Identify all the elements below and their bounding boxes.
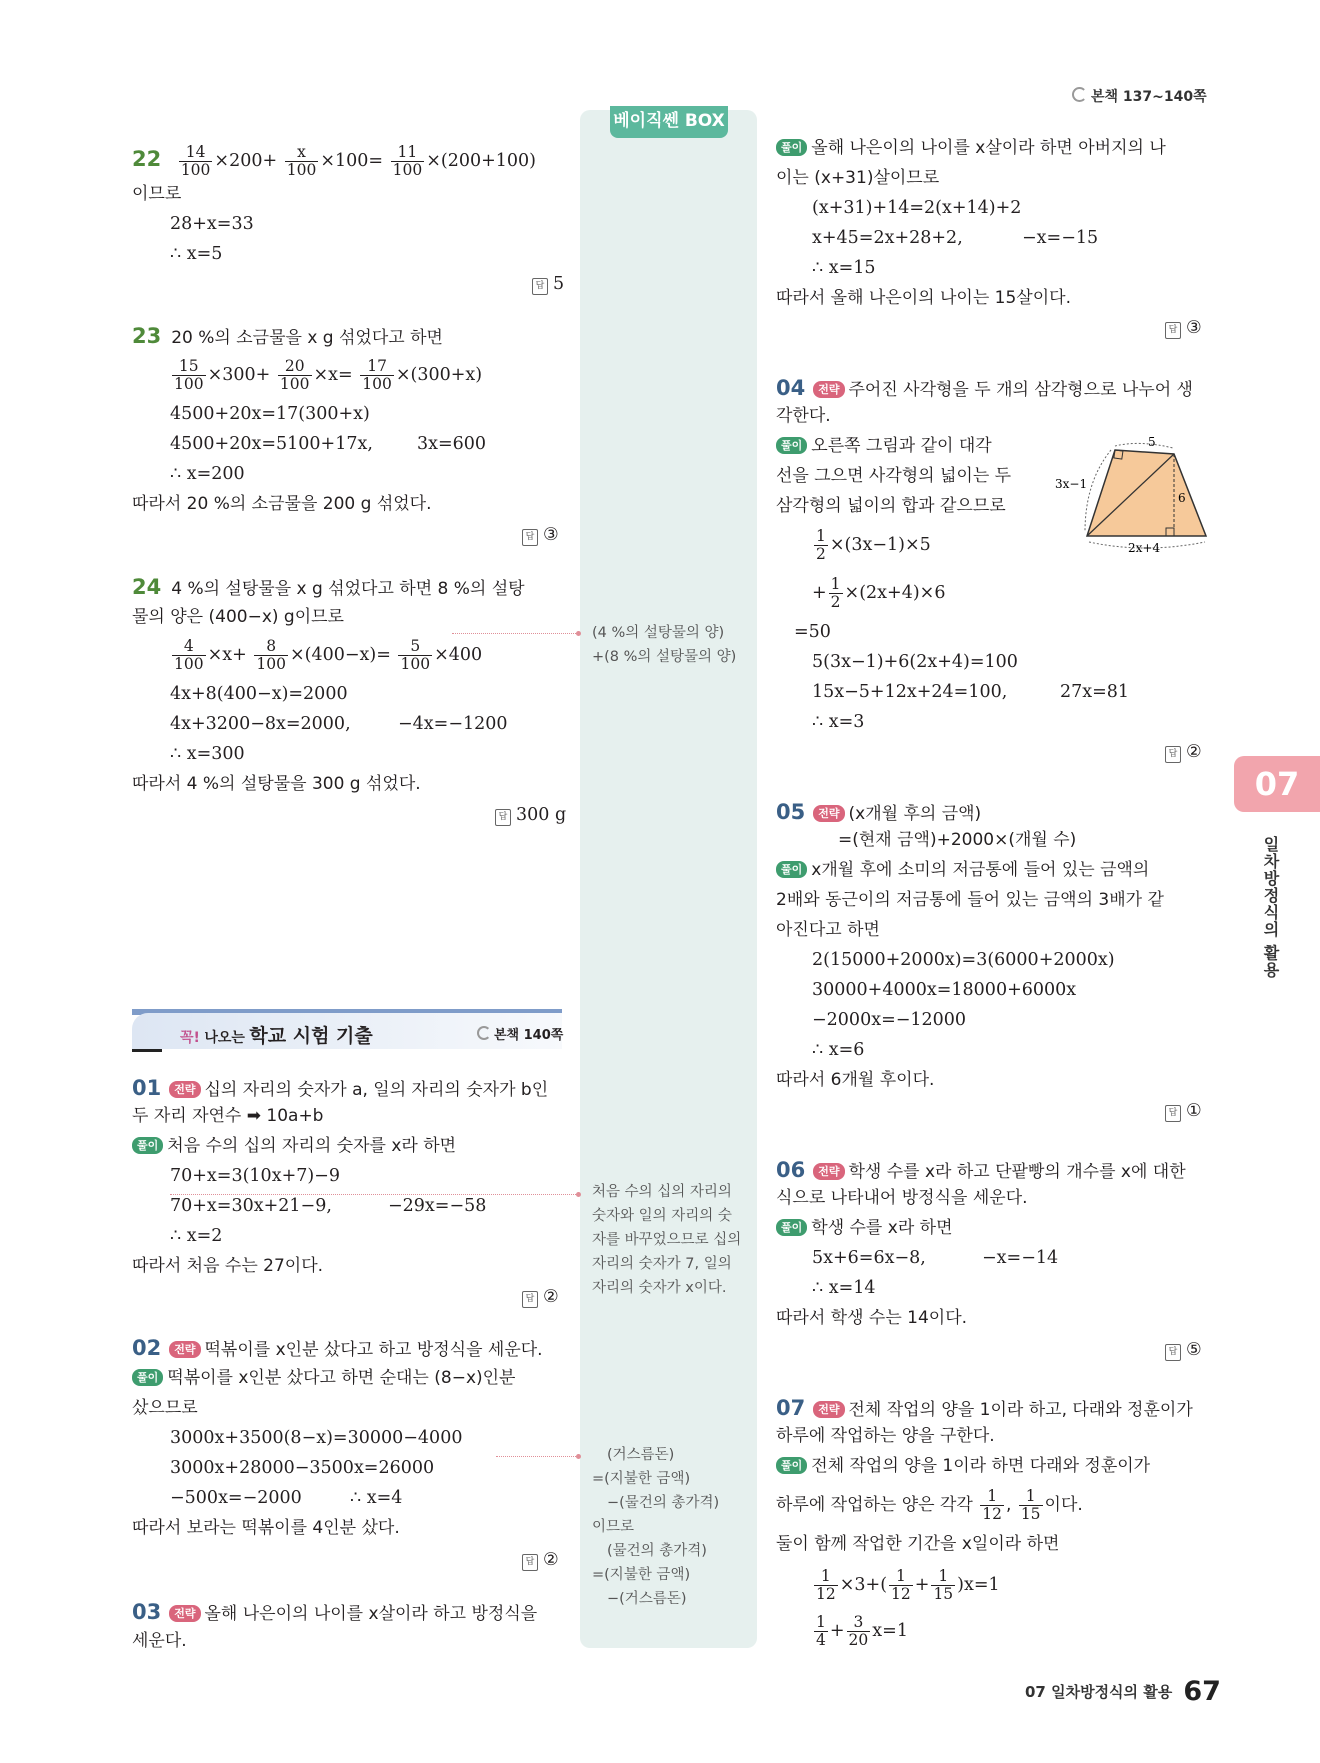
answer-icon: 답 xyxy=(1165,746,1181,763)
eq-line: 3000x+28000−3500x=26000 xyxy=(170,1458,435,1478)
answer-icon: 답 xyxy=(1165,1344,1181,1361)
chapter-tab[interactable]: 07 xyxy=(1234,756,1320,812)
q02-solution: 풀이 떡볶이를 x인분 샀다고 하면 순대는 (8−x)인분 xyxy=(132,1368,515,1388)
eq-line: 27x=81 xyxy=(1060,682,1130,702)
text-line: 삼각형의 넓이의 합과 같으므로 xyxy=(776,496,1006,516)
eq-line: $\frac{1}{2}$ ×(3x−1)×5 xyxy=(816,527,931,563)
eq-line: 4x+8(400−x)=2000 xyxy=(170,684,348,704)
figure-quad xyxy=(1087,450,1206,536)
note-dot xyxy=(576,631,581,636)
q06-solution: 풀이 학생 수를 x라 하면 xyxy=(776,1218,953,1238)
page-number: 67 xyxy=(1183,1676,1221,1707)
eq-line: 2(15000+2000x)=3(6000+2000x) xyxy=(812,950,1115,970)
text-line: 따라서 4 %의 설탕물을 300 g 섞었다. xyxy=(132,774,421,794)
sidebar-title: 베이직쎈 BOX xyxy=(610,106,728,138)
answer-06: 답 ⑤ xyxy=(1165,1340,1202,1361)
eq-line: −x=−14 xyxy=(982,1248,1059,1268)
note-connector xyxy=(452,633,576,634)
problem-24-eq: $\frac{4}{100}$ ×x+ $\frac{8}{100}$ ×(400−x)= $\frac{5}{100}$ ×400 xyxy=(174,637,483,673)
eq-line: 70+x=3(10x+7)−9 xyxy=(170,1166,340,1186)
q01-solution: 풀이 처음 수의 십의 자리의 숫자를 x라 하면 xyxy=(132,1136,456,1156)
answer-icon: 답 xyxy=(1165,322,1181,339)
q05-strategy: 05 전략 (x개월 후의 금액) xyxy=(776,800,982,824)
q03-solution: 풀이 올해 나은이의 나이를 x살이라 하면 아버지의 나 xyxy=(776,138,1166,158)
eq-line: −29x=−58 xyxy=(388,1196,487,1216)
eq-line: 4x+3200−8x=2000, xyxy=(170,714,351,734)
eq-line: −x=−15 xyxy=(1022,228,1099,248)
q03-strategy: 03 전략 올해 나은이의 나이를 x살이라 하고 방정식을 xyxy=(132,1600,538,1624)
text-line: 따라서 올해 나은이의 나이는 15살이다. xyxy=(776,288,1071,308)
sidebar-box xyxy=(580,110,757,1648)
eq-line: 28+x=33 xyxy=(170,214,254,234)
eq-line: 5(3x−1)+6(2x+4)=100 xyxy=(812,652,1018,672)
eq-line: 4500+20x=17(300+x) xyxy=(170,404,370,424)
text-line: 물의 양은 (400−x) g이므로 xyxy=(132,607,344,627)
q02-strategy: 02 전략 떡볶이를 x인분 샀다고 하고 방정식을 세운다. xyxy=(132,1336,543,1360)
answer-icon: 답 xyxy=(522,1291,538,1308)
answer-03: 답 ③ xyxy=(1165,318,1202,339)
answer-icon: 답 xyxy=(522,1554,538,1571)
q06-strategy: 06 전략 학생 수를 x라 하고 단팥빵의 개수를 x에 대한 xyxy=(776,1158,1186,1182)
eq-line: $\frac{1}{12}$ ×3+( $\frac{1}{12}$ + $\frac{1}{15}$ )x=1 xyxy=(816,1567,1000,1603)
problem-23-intro: 23 20 %의 소금물을 x g 섞었다고 하면 xyxy=(132,324,443,348)
eq-line: =50 xyxy=(794,622,831,642)
text-line: 2배와 동근이의 저금통에 들어 있는 금액의 3배가 같 xyxy=(776,890,1164,910)
text-line: 두 자리 자연수 ➡ 10a+b xyxy=(132,1106,324,1126)
fig-label-mid: 6 xyxy=(1178,491,1186,505)
answer-icon: 답 xyxy=(495,809,511,826)
eq-line: $\frac{1}{4}$ + $\frac{3}{20}$ x=1 xyxy=(816,1613,908,1649)
eq-line: ∴ x=15 xyxy=(812,258,876,278)
eq-line: 30000+4000x=18000+6000x xyxy=(812,980,1077,1000)
eq-line: 5x+6=6x−8, xyxy=(812,1248,926,1268)
footer xyxy=(1025,1676,1221,1707)
eq-line: ∴ x=6 xyxy=(812,1040,865,1060)
eq-line: 3x=600 xyxy=(417,434,487,454)
eq-line: ∴ x=300 xyxy=(170,744,245,764)
fig-label-top: 5 xyxy=(1148,435,1156,449)
text-line: 식으로 나타내어 방정식을 세운다. xyxy=(776,1188,1028,1208)
note-dot xyxy=(576,1192,581,1197)
eq-line: ∴ x=14 xyxy=(812,1278,876,1298)
note-connector xyxy=(496,1456,576,1457)
text-line: 샀으므로 xyxy=(132,1398,198,1418)
answer-02: 답 ② xyxy=(522,1550,559,1571)
answer-01: 답 ② xyxy=(522,1287,559,1308)
text-line: =(현재 금액)+2000×(개월 수) xyxy=(838,830,1077,850)
eq-line: ∴ x=3 xyxy=(812,712,865,732)
eq-line: ∴ x=200 xyxy=(170,464,245,484)
eq-line: 3000x+3500(8−x)=30000−4000 xyxy=(170,1428,463,1448)
text-line: 따라서 20 %의 소금물을 200 g 섞었다. xyxy=(132,494,432,514)
text-line: 둘이 함께 작업한 기간을 x일이라 하면 xyxy=(776,1534,1060,1554)
eq-line: ∴ x=5 xyxy=(170,244,223,264)
text-line: 세운다. xyxy=(132,1631,187,1651)
note-dot xyxy=(576,1454,581,1459)
eq-line: (x+31)+14=2(x+14)+2 xyxy=(812,198,1022,218)
eq-line: −500x=−2000 xyxy=(170,1488,302,1508)
text-line: 각한다. xyxy=(776,406,831,426)
answer-icon: 답 xyxy=(532,278,548,295)
note-connector xyxy=(170,1194,576,1195)
answer-24: 답 300 g xyxy=(495,805,566,826)
text-line: 하루에 작업하는 양을 구한다. xyxy=(776,1426,995,1446)
q04-solution: 풀이 오른쪽 그림과 같이 대각 xyxy=(776,436,992,456)
fig-label-bottom: 2x+4 xyxy=(1128,541,1161,555)
q05-solution: 풀이 x개월 후에 소미의 저금통에 들어 있는 금액의 xyxy=(776,860,1149,880)
problem-24-intro: 24 4 %의 설탕물을 x g 섞었다고 하면 8 %의 설탕 xyxy=(132,575,525,599)
eq-line: 4500+20x=5100+17x, xyxy=(170,434,373,454)
answer-04: 답 ② xyxy=(1165,742,1202,763)
sidebar-note-1: (4 %의 설탕물의 양) +(8 %의 설탕물의 양) xyxy=(592,625,737,665)
text-line: 따라서 처음 수는 27이다. xyxy=(132,1256,324,1276)
exam-banner: 꼭! 나오는 학교 시험 기출 본책 140쪽 xyxy=(132,1009,562,1051)
problem-23-eq: $\frac{15}{100}$ ×300+ $\frac{20}{100}$ ×x= $\frac{17}{100}$ ×(300+x) xyxy=(174,357,483,393)
answer-icon: 답 xyxy=(522,529,538,546)
problem-22-eq: 22 $\frac{14}{100}$ ×200+ $\frac{x}{100}$ ×100= $\frac{11}{100}$ ×(200+100) xyxy=(132,143,537,179)
text-line: 하루에 작업하는 양은 각각 $\frac{1}{12}$ , $\frac{1}{15}$ 이다. xyxy=(776,1486,1083,1523)
text-line: 이므로 xyxy=(132,184,182,204)
eq-line: ∴ x=2 xyxy=(170,1226,223,1246)
text-line: 따라서 6개월 후이다. xyxy=(776,1070,935,1090)
figure-arc xyxy=(1115,443,1173,448)
answer-icon: 답 xyxy=(1165,1105,1181,1122)
header-ref: 본책 137~140쪽 xyxy=(1072,86,1207,106)
eq-line: x+45=2x+28+2, xyxy=(812,228,963,248)
q07-solution: 풀이 전체 작업의 양을 1이라 하면 다래와 정훈이가 xyxy=(776,1456,1150,1476)
eq-line: 15x−5+12x+24=100, xyxy=(812,682,1008,702)
refresh-icon xyxy=(1072,87,1087,102)
section-title: 학교 시험 기출 xyxy=(249,1025,373,1047)
text-line: 따라서 학생 수는 14이다. xyxy=(776,1308,968,1328)
answer-23: 답 ③ xyxy=(522,525,559,546)
answer-22: 답 5 xyxy=(532,274,564,295)
eq-line: 70+x=30x+21−9, xyxy=(170,1196,332,1216)
q04-strategy: 04 전략 주어진 사각형을 두 개의 삼각형으로 나누어 생 xyxy=(776,376,1193,400)
refresh-icon xyxy=(477,1026,491,1040)
eq-line: −2000x=−12000 xyxy=(812,1010,967,1030)
sidebar-note-3: (거스름돈) =(지불한 금액) −(물건의 총가격) 이므로 (물건의 총가격) =(지불한 금액) −(거스름돈) xyxy=(592,1447,720,1607)
text-line: 선을 그으면 사각형의 넓이는 두 xyxy=(776,466,1012,486)
eq-line: ∴ x=4 xyxy=(350,1488,403,1508)
fig-label-left: 3x−1 xyxy=(1055,477,1088,491)
footer-chapter: 07 일차방정식의 활용 xyxy=(1025,1683,1173,1701)
chapter-tab-title: 일차방정식의 활용 xyxy=(1261,836,1280,979)
q01-strategy: 01 전략 십의 자리의 숫자가 a, 일의 자리의 숫자가 b인 xyxy=(132,1076,549,1100)
sidebar-note-2: 처음 수의 십의 자리의 숫자와 일의 자리의 숫 자를 바꾸었으므로 십의 자리의 숫자가 7, 일의 자리의 숫자가 x이다. xyxy=(592,1184,742,1296)
eq-line: −4x=−1200 xyxy=(398,714,508,734)
answer-05: 답 ① xyxy=(1165,1101,1202,1122)
text-line: 따라서 보라는 떡볶이를 4인분 샀다. xyxy=(132,1518,400,1538)
q07-strategy: 07 전략 전체 작업의 양을 1이라 하고, 다래와 정훈이가 xyxy=(776,1396,1193,1420)
quadrilateral-figure xyxy=(1055,432,1215,557)
text-line: 아진다고 하면 xyxy=(776,920,880,940)
eq-line: + $\frac{1}{2}$ ×(2x+4)×6 xyxy=(812,575,946,611)
text-line: 이는 (x+31)살이므로 xyxy=(776,168,940,188)
